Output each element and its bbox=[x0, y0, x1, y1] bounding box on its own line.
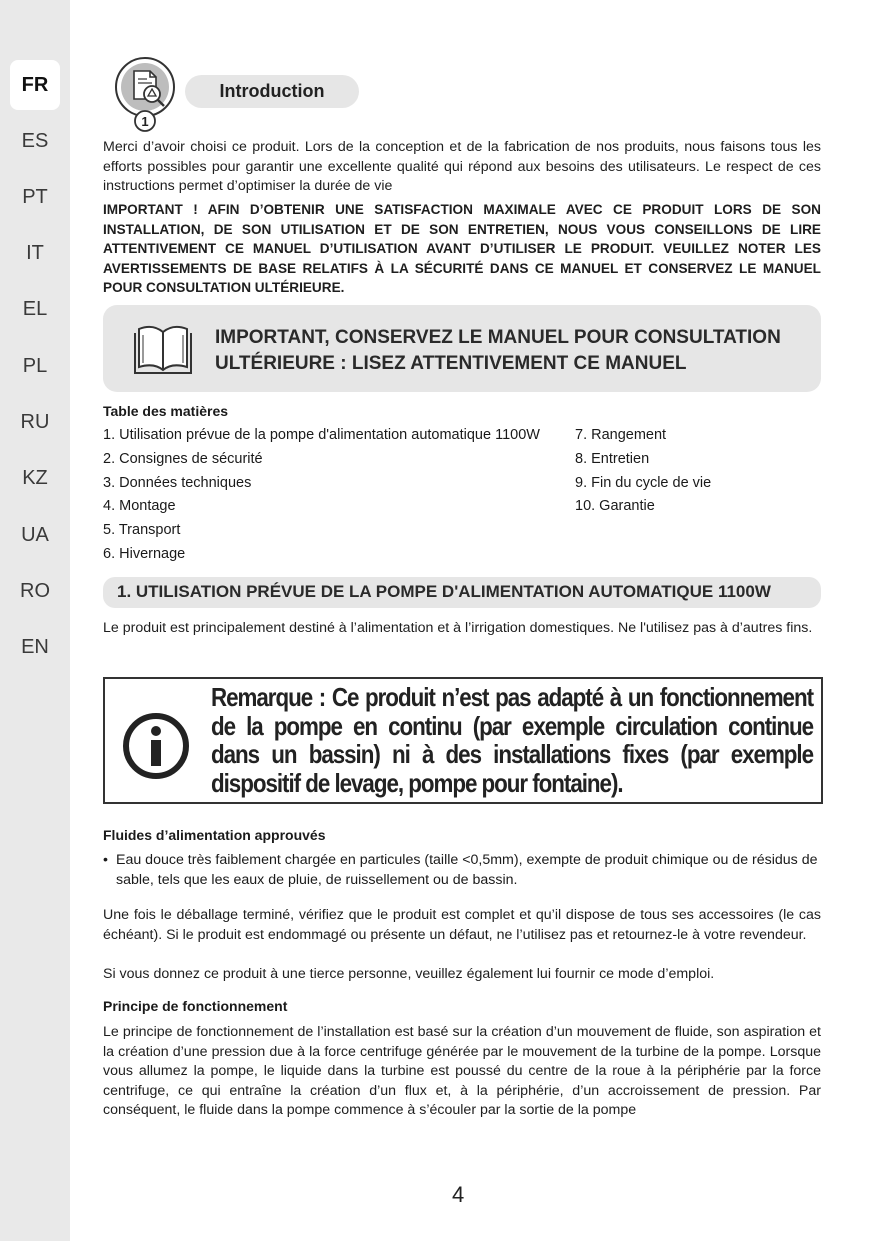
toc-item[interactable]: 9. Fin du cycle de vie bbox=[575, 474, 712, 491]
toc-right-column bbox=[575, 424, 711, 519]
lang-tab-ua[interactable]: UA bbox=[21, 523, 49, 546]
document-warning-icon bbox=[112, 55, 178, 133]
intended-use-paragraph: Le produit est principalement destiné à l’alimentation et à l’irrigation domestiques. Ne l'utilisez pas à d’autres fins. bbox=[103, 620, 813, 636]
info-icon bbox=[122, 712, 190, 780]
section-heading-bar bbox=[103, 577, 821, 608]
lang-tab-ru[interactable]: RU bbox=[20, 410, 50, 433]
toc-item[interactable]: 10. Garantie bbox=[575, 498, 655, 515]
keep-manual-line-2: ULTÉRIEURE : LISEZ ATTENTIVEMENT CE MANUEL bbox=[215, 353, 687, 374]
remark-callout bbox=[103, 677, 823, 804]
toc-item[interactable]: 5. Transport bbox=[103, 522, 181, 539]
toc-item[interactable]: 1. Utilisation prévue de la pompe d'alimentation automatique 1100W bbox=[103, 427, 540, 443]
lang-tab-es[interactable]: ES bbox=[21, 129, 49, 152]
keep-manual-callout bbox=[103, 305, 821, 392]
section-title: 1. UTILISATION PRÉVUE DE LA POMPE D'ALIMENTATION AUTOMATIQUE 1100W bbox=[117, 582, 771, 601]
lang-tab-el[interactable]: EL bbox=[22, 297, 48, 320]
lang-tab-it[interactable]: IT bbox=[26, 241, 44, 264]
handover-paragraph: Si vous donnez ce produit à une tierce personne, veuillez également lui fournir ce mode d’emploi. bbox=[103, 966, 715, 982]
lang-tab-en[interactable]: EN bbox=[21, 635, 49, 658]
page-number: 4 bbox=[452, 1182, 465, 1207]
toc-left-column bbox=[103, 424, 540, 567]
keep-manual-text bbox=[215, 325, 795, 377]
toc-item[interactable]: 8. Entretien bbox=[575, 450, 650, 467]
toc-title: Table des matières bbox=[103, 403, 229, 419]
bullet-dot: • bbox=[103, 852, 108, 868]
toc-item[interactable]: 6. Hivernage bbox=[103, 545, 186, 562]
principle-title: Principe de fonctionnement bbox=[103, 998, 288, 1014]
book-icon bbox=[133, 323, 193, 375]
lang-tab-pt[interactable]: PT bbox=[22, 185, 48, 208]
keep-manual-line-1: IMPORTANT, CONSERVEZ LE MANUEL POUR CONSULTATION bbox=[215, 327, 781, 348]
language-sidebar bbox=[0, 0, 70, 1241]
important-notice: IMPORTANT ! AFIN D’OBTENIR UNE SATISFACTION MAXIMALE AVEC CE PRODUIT LORS DE SON INSTALLATION, DE SON UTILISATION ET DE SON ENTRETIEN, NOUS VOUS CONSEILLONS DE LIRE ATTENTIVEMENT CE MANUEL D’UTILISATION AVANT D’UTILISER LE PRODUIT. VEUILLEZ NOTER LES AVERTISSEMENTS DE BASE RELATIFS À LA SÉCURITÉ DANS CE MANUEL ET CONSERVEZ LE MANUEL POUR CONSULTATION ULTÉRIEURE. bbox=[103, 202, 821, 295]
unpack-paragraph: Une fois le déballage terminé, vérifiez que le produit est complet et qu’il dispose de tous ses accessoires (le cas échéant). Si le produit est endommagé ou présente un défaut, ne l’utilisez pas et retournez-le à votre revendeur. bbox=[103, 907, 821, 943]
lang-tab-fr[interactable]: FR bbox=[10, 60, 60, 110]
intro-paragraph: Merci d’avoir choisi ce produit. Lors de la conception et de la fabrication de nos produits, nous faisons tous les efforts possibles pour garantir une excellente qualité qui répond aux besoins des utilisateurs. Le respect de ces instructions permet d’optimiser la durée de vie bbox=[103, 139, 821, 194]
remark-text: Remarque : Ce produit n’est pas adapté à un fonctionnement de la pompe en continu (par exemple circulation continue dans un bassin) ni à des installations fixes (par exemple dispositif de levage, pompe pour fontaine). bbox=[211, 682, 813, 798]
toc-item[interactable]: 3. Données techniques bbox=[103, 474, 252, 491]
fluids-title: Fluides d’alimentation approuvés bbox=[103, 827, 326, 843]
lang-tab-pl[interactable]: PL bbox=[22, 354, 48, 377]
toc-item[interactable]: 2. Consignes de sécurité bbox=[103, 450, 263, 467]
lang-tab-ro[interactable]: RO bbox=[20, 579, 50, 602]
lang-tab-kz[interactable]: KZ bbox=[22, 466, 48, 489]
principle-paragraph: Le principe de fonctionnement de l’installation est basé sur la création d’un mouvement de fluide, son aspiration et la création d’une pression due à la force centrifuge générée par le mouvement de la turbine de la pompe. Lorsque vous allumez la pompe, le liquide dans la turbine est poussé du centre de la roue à la périphérie par la force centrifuge, ce qui entraîne la création d’un flux et, à la périphérie, d’un accroissement de pression. Par conséquent, le fluide dans la pompe commence à s’écouler par la sortie de la pompe bbox=[103, 1024, 821, 1118]
toc-item[interactable]: 4. Montage bbox=[103, 498, 176, 515]
step-number: 1 bbox=[141, 114, 149, 129]
section-heading-introduction: Introduction bbox=[185, 75, 359, 108]
toc-item[interactable]: 7. Rangement bbox=[575, 427, 667, 443]
fluids-bullet-text: Eau douce très faiblement chargée en particules (taille <0,5mm), exempte de produit chimique ou de résidus de sable, tels que les eaux de pluie, de ruissellement ou de bassin. bbox=[116, 852, 818, 888]
